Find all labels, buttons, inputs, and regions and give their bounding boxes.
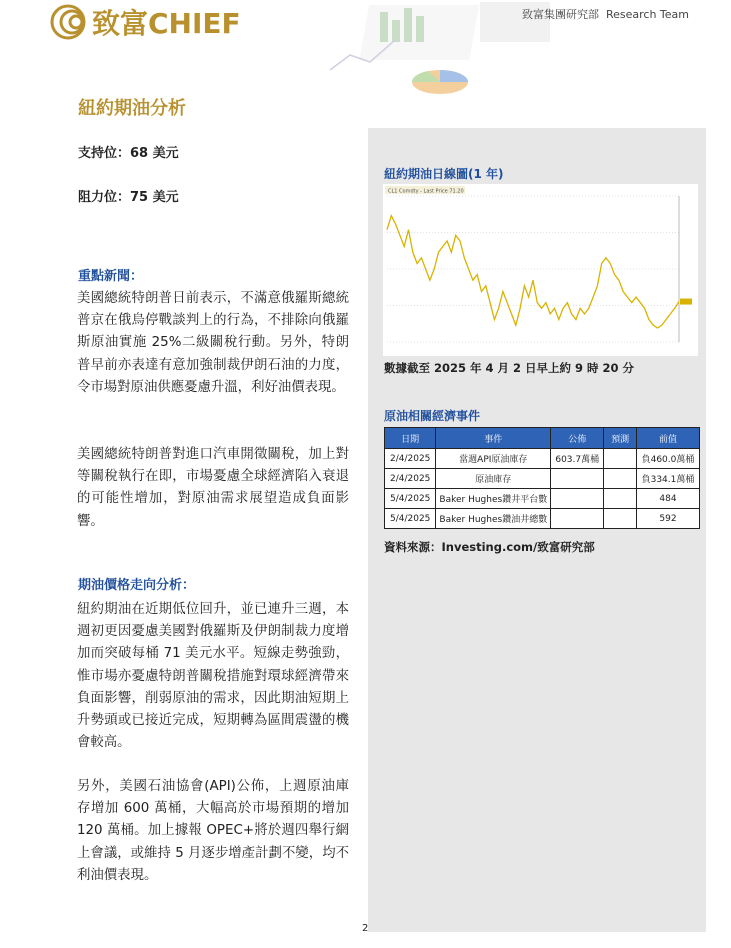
cell-actual [551, 509, 604, 529]
resistance-level: 阻力位：75 美元 [78, 190, 179, 205]
table-row [385, 489, 700, 509]
trend-paragraph: 另外，美國石油協會(API)公佈，上週原油庫存增加 600 萬桶，大幅高於市場預期的增加 120 萬桶。加上據報 OPEC+將於週四舉行網上會議，或維持 5 月逐步增產計劃不變，均不利油價表現。 [77, 779, 349, 883]
header-previous: 前值 [636, 428, 699, 449]
oil-price-chart [383, 184, 698, 356]
page-number: 2 [362, 923, 369, 934]
chief-logo [50, 4, 285, 40]
cell-actual: 603.7萬桶 [551, 449, 604, 469]
data-source: 資料來源：Investing.com/致富研究部 [384, 540, 595, 554]
table-row [385, 509, 700, 529]
events-table [384, 427, 700, 529]
table-header-row [385, 428, 700, 449]
header-date: 日期 [385, 428, 436, 449]
svg-text:致富CHIEF: 致富CHIEF [92, 7, 241, 40]
cell-forecast [604, 509, 637, 529]
cell-forecast [604, 469, 637, 489]
last-price-marker [680, 299, 692, 305]
trend-heading: 期油價格走向分析： [78, 578, 196, 593]
header-actual: 公佈 [551, 428, 604, 449]
cell-event: Baker Hughes鑽井平台數 [436, 489, 551, 509]
header-org: 致富集團研究部 Research Team [521, 8, 689, 21]
events-title: 原油相關經濟事件 [384, 409, 481, 423]
news-paragraph: 美國總統特朗普對進口汽車開徵關稅，加上對等關稅執行在即，市場憂慮全球經濟陷入衰退的可能性增加，對原油需求展望造成負面影響。 [77, 447, 349, 529]
cell-event: Baker Hughes鑽油井總數 [436, 509, 551, 529]
cell-actual [551, 469, 604, 489]
table-row [385, 469, 700, 489]
header-forecast: 預測 [604, 428, 637, 449]
cell-previous: 484 [636, 489, 699, 509]
cell-forecast [604, 449, 637, 469]
cell-date: 2/4/2025 [385, 449, 436, 469]
cell-actual [551, 489, 604, 509]
cell-previous: 負460.0萬桶 [636, 449, 699, 469]
chart-title: 紐約期油日線圖(1 年) [384, 167, 504, 181]
cell-date: 2/4/2025 [385, 469, 436, 489]
news-paragraph: 美國總統特朗普日前表示，不滿意俄羅斯總統普京在俄烏停戰談判上的行為，不排除向俄羅斯原油實施 25%二級關稅行動。另外，特朗普早前亦表達有意加強制裁伊朗石油的力度，令市場對原油供應憂慮升溫，利好油價表現。 [77, 291, 349, 395]
cell-date: 5/4/2025 [385, 489, 436, 509]
cell-event: 當週API原油庫存 [436, 449, 551, 469]
cell-date: 5/4/2025 [385, 509, 436, 529]
oil-price-chart-svg [383, 184, 698, 356]
cell-previous: 592 [636, 509, 699, 529]
table-row [385, 449, 700, 469]
trend-paragraph: 紐約期油在近期低位回升，並已連升三週，本週初更因憂慮美國對俄羅斯及伊朗制裁力度增加而突破每桶 71 美元水平。短線走勢強勁，惟市場亦憂慮特朗普關稅措施對環球經濟帶來負面影響，削弱原油的需求，因此期油短期上升勢頭或已接近完成，短期轉為區間震盪的機會較高。 [77, 602, 349, 751]
news-heading: 重點新聞： [78, 269, 144, 284]
chart-note: 數據截至 2025 年 4 月 2 日早上約 9 時 20 分 [384, 361, 635, 375]
page-title: 紐約期油分析 [78, 98, 186, 119]
cell-forecast [604, 489, 637, 509]
page-header [0, 0, 731, 95]
cell-previous: 負334.1萬桶 [636, 469, 699, 489]
price-series-line [387, 216, 679, 328]
cell-event: 原油庫存 [436, 469, 551, 489]
header-event: 事件 [436, 428, 551, 449]
chart-legend: CL1 Comdty - Last Price 71.20 [388, 188, 464, 195]
support-level: 支持位：68 美元 [78, 146, 179, 161]
